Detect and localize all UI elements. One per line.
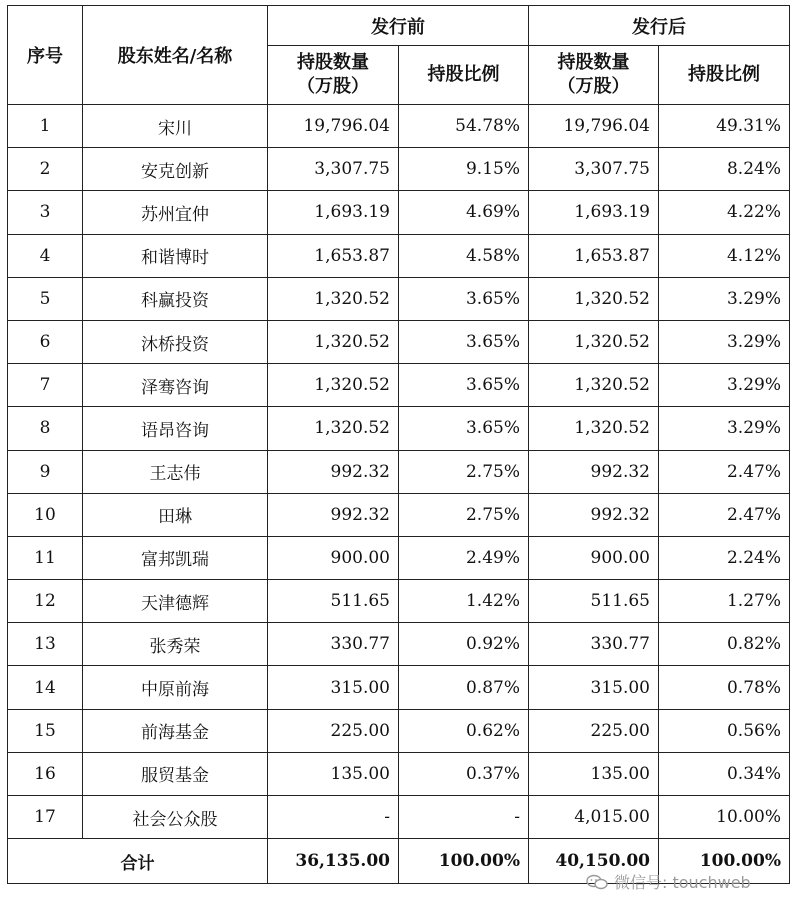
cell-seq: 4 (8, 234, 83, 277)
table-row (8, 234, 790, 277)
cell-after-qty: 992.32 (529, 450, 659, 493)
cell-before-pct: 2.75% (399, 450, 529, 493)
cell-before-qty: 135.00 (268, 752, 399, 795)
cell-after-pct: 1.27% (659, 580, 790, 623)
cell-seq: 11 (8, 536, 83, 579)
cell-seq: 15 (8, 709, 83, 752)
cell-name: 和谐博时 (83, 234, 268, 277)
cell-before-qty: - (268, 796, 399, 839)
cell-before-qty: 1,693.19 (268, 191, 399, 234)
cell-name: 社会公众股 (83, 796, 268, 839)
cell-before-qty: 1,320.52 (268, 364, 399, 407)
cell-before-pct: 1.42% (399, 580, 529, 623)
cell-seq: 3 (8, 191, 83, 234)
cell-before-qty: 225.00 (268, 709, 399, 752)
cell-before-pct: 54.78% (399, 105, 529, 148)
cell-name: 前海基金 (83, 709, 268, 752)
table-row (8, 666, 790, 709)
cell-name: 天津德辉 (83, 580, 268, 623)
cell-after-pct: 49.31% (659, 105, 790, 148)
cell-after-qty: 19,796.04 (529, 105, 659, 148)
cell-before-pct: - (399, 796, 529, 839)
watermark-text: 微信号: touchweb (614, 873, 751, 892)
total-before-pct: 100.00% (399, 839, 529, 884)
cell-seq: 6 (8, 320, 83, 363)
cell-name: 富邦凯瑞 (83, 536, 268, 579)
cell-seq: 14 (8, 666, 83, 709)
total-label: 合计 (8, 839, 268, 884)
cell-after-qty: 1,653.87 (529, 234, 659, 277)
cell-before-pct: 4.69% (399, 191, 529, 234)
table-row (8, 191, 790, 234)
cell-after-qty: 1,693.19 (529, 191, 659, 234)
table-row (8, 752, 790, 795)
cell-after-pct: 2.47% (659, 450, 790, 493)
cell-name: 安克创新 (83, 148, 268, 191)
cell-after-qty: 900.00 (529, 536, 659, 579)
cell-after-qty: 1,320.52 (529, 364, 659, 407)
table-row (8, 320, 790, 363)
cell-before-qty: 330.77 (268, 623, 399, 666)
cell-before-qty: 315.00 (268, 666, 399, 709)
cell-after-pct: 0.82% (659, 623, 790, 666)
table-row (8, 105, 790, 148)
cell-after-qty: 4,015.00 (529, 796, 659, 839)
table-row (8, 364, 790, 407)
cell-after-pct: 3.29% (659, 364, 790, 407)
cell-name: 服贸基金 (83, 752, 268, 795)
cell-after-pct: 0.56% (659, 709, 790, 752)
cell-before-qty: 900.00 (268, 536, 399, 579)
shareholding-table (7, 5, 790, 884)
total-after-pct: 100.00% (659, 839, 790, 884)
header-after-ratio: 持股比例 (659, 46, 790, 105)
header-qty-line1: 持股数量 (557, 52, 630, 73)
cell-seq: 16 (8, 752, 83, 795)
header-before-ratio: 持股比例 (399, 46, 529, 105)
cell-seq: 8 (8, 407, 83, 450)
cell-name: 沐桥投资 (83, 320, 268, 363)
table-body (8, 105, 790, 839)
watermark (586, 870, 751, 893)
cell-before-pct: 2.75% (399, 493, 529, 536)
cell-seq: 10 (8, 493, 83, 536)
header-qty-line2: （万股） (557, 76, 630, 97)
cell-seq: 9 (8, 450, 83, 493)
cell-after-pct: 3.29% (659, 277, 790, 320)
header-name: 股东姓名/名称 (83, 6, 268, 105)
table-row (8, 623, 790, 666)
cell-name: 宋川 (83, 105, 268, 148)
cell-after-qty: 1,320.52 (529, 320, 659, 363)
cell-name: 中原前海 (83, 666, 268, 709)
cell-name: 泽骞咨询 (83, 364, 268, 407)
cell-before-qty: 992.32 (268, 450, 399, 493)
cell-after-pct: 2.47% (659, 493, 790, 536)
total-after-qty: 40,150.00 (529, 839, 659, 884)
cell-seq: 12 (8, 580, 83, 623)
cell-after-pct: 4.12% (659, 234, 790, 277)
cell-after-pct: 8.24% (659, 148, 790, 191)
cell-name: 科赢投资 (83, 277, 268, 320)
cell-before-qty: 1,320.52 (268, 407, 399, 450)
cell-after-pct: 10.00% (659, 796, 790, 839)
cell-before-pct: 3.65% (399, 364, 529, 407)
header-qty-line2: （万股） (297, 76, 369, 97)
table-row (8, 277, 790, 320)
cell-before-pct: 3.65% (399, 320, 529, 363)
cell-name: 苏州宜仲 (83, 191, 268, 234)
table-row (8, 709, 790, 752)
cell-after-qty: 3,307.75 (529, 148, 659, 191)
table-row (8, 407, 790, 450)
cell-before-qty: 1,653.87 (268, 234, 399, 277)
cell-before-qty: 992.32 (268, 493, 399, 536)
cell-after-pct: 2.24% (659, 536, 790, 579)
cell-after-pct: 3.29% (659, 407, 790, 450)
cell-after-qty: 992.32 (529, 493, 659, 536)
cell-before-pct: 4.58% (399, 234, 529, 277)
cell-name: 田琳 (83, 493, 268, 536)
header-before-qty (268, 46, 399, 105)
cell-before-pct: 3.65% (399, 277, 529, 320)
cell-after-qty: 1,320.52 (529, 407, 659, 450)
cell-seq: 1 (8, 105, 83, 148)
cell-before-pct: 0.62% (399, 709, 529, 752)
table-row (8, 450, 790, 493)
cell-seq: 13 (8, 623, 83, 666)
cell-after-pct: 0.78% (659, 666, 790, 709)
header-qty-line1: 持股数量 (297, 52, 369, 73)
cell-after-pct: 4.22% (659, 191, 790, 234)
cell-after-qty: 1,320.52 (529, 277, 659, 320)
cell-seq: 17 (8, 796, 83, 839)
cell-name: 王志伟 (83, 450, 268, 493)
cell-after-qty: 135.00 (529, 752, 659, 795)
table-row (8, 493, 790, 536)
wechat-icon (586, 874, 608, 890)
cell-before-qty: 1,320.52 (268, 277, 399, 320)
table-row (8, 536, 790, 579)
cell-before-pct: 2.49% (399, 536, 529, 579)
cell-before-qty: 19,796.04 (268, 105, 399, 148)
cell-after-pct: 0.34% (659, 752, 790, 795)
cell-name: 语昂咨询 (83, 407, 268, 450)
cell-seq: 5 (8, 277, 83, 320)
cell-before-pct: 0.92% (399, 623, 529, 666)
cell-before-pct: 0.37% (399, 752, 529, 795)
cell-name: 张秀荣 (83, 623, 268, 666)
cell-before-qty: 511.65 (268, 580, 399, 623)
cell-after-qty: 315.00 (529, 666, 659, 709)
cell-seq: 7 (8, 364, 83, 407)
header-after-qty (529, 46, 659, 105)
table-row (8, 796, 790, 839)
cell-before-pct: 3.65% (399, 407, 529, 450)
cell-after-pct: 3.29% (659, 320, 790, 363)
cell-before-qty: 3,307.75 (268, 148, 399, 191)
header-seq: 序号 (8, 6, 83, 105)
table-row (8, 148, 790, 191)
cell-after-qty: 511.65 (529, 580, 659, 623)
table-row (8, 580, 790, 623)
header-before: 发行前 (268, 6, 529, 46)
cell-before-pct: 0.87% (399, 666, 529, 709)
cell-before-qty: 1,320.52 (268, 320, 399, 363)
cell-before-pct: 9.15% (399, 148, 529, 191)
cell-after-qty: 330.77 (529, 623, 659, 666)
total-before-qty: 36,135.00 (268, 839, 399, 884)
cell-after-qty: 225.00 (529, 709, 659, 752)
header-after: 发行后 (529, 6, 790, 46)
cell-seq: 2 (8, 148, 83, 191)
